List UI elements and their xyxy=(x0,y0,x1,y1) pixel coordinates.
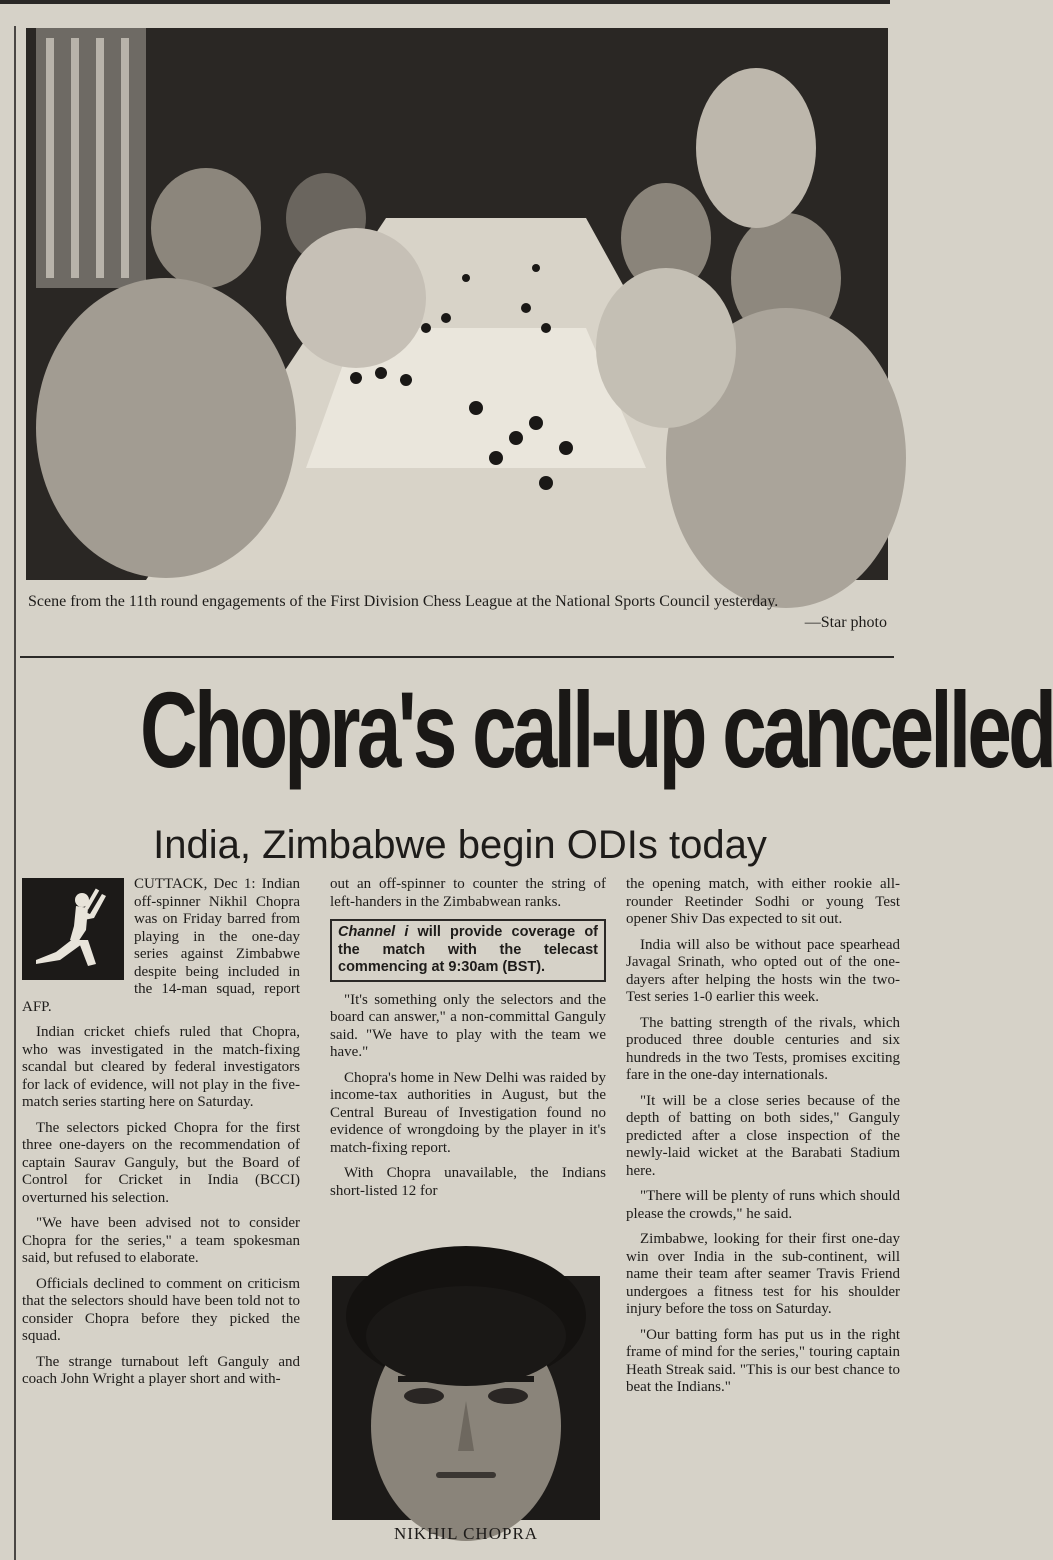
photo-caption: Scene from the 11th round engagements of the First Division Chess League at the National Sports Council yesterday. xyxy=(28,593,779,610)
article-paragraph: the opening match, with either rookie all-rounder Reetinder Sodhi or young Test opener Shiv Das expected to sit out. xyxy=(626,876,900,927)
portrait-caption: NIKHIL CHOPRA xyxy=(393,1524,539,1543)
article-paragraph: The strange turnabout left Ganguly and coach John Wright a player short and with- xyxy=(22,1353,300,1387)
article-paragraph: Zimbabwe, looking for their first one-day win over India in the sub-continent, will name their team after seamer Travis Friend undergoes a fitness test for his shoulder injury before the toss on Saturday. xyxy=(626,1231,900,1317)
photo-credit: —Star photo xyxy=(804,614,887,631)
article-paragraph: With Chopra unavailable, the Indians short-listed 12 for xyxy=(330,1165,606,1199)
article-paragraph: "It's something only the selectors and the board can answer," a non-committal Ganguly said. "We have to play with the team we have." xyxy=(330,991,606,1060)
article-column-3 xyxy=(626,876,900,1405)
chess-league-photo xyxy=(26,28,888,580)
subheadline: India, Zimbabwe begin ODIs today xyxy=(153,823,767,867)
batsman-silhouette xyxy=(30,886,116,972)
portrait-illustration xyxy=(332,1276,600,1520)
article-paragraph: "It will be a close series because of the depth of batting on both sides," Ganguly predicted after a close inspection of the newly-laid wicket at the Barabati Stadium here. xyxy=(626,1092,900,1179)
article-lead: CUTTACK, Dec 1: Indian off-spinner Nikhil Chopra was on Friday barred from playing in the one-day series against Zimbabwe despite being included in the 14-man squad, report AFP. xyxy=(22,876,300,1015)
article-paragraph: The selectors picked Chopra for the first three one-dayers on the recommendation of captain Saurav Ganguly, but the Board of Control for Cricket in India (BCCI) overturned his selection. xyxy=(22,1119,300,1206)
article-column-1 xyxy=(22,876,300,1397)
section-divider xyxy=(20,656,894,658)
article-paragraph: "We have been advised not to consider Chopra for the series," a team spokesman said, but refused to elaborate. xyxy=(22,1215,300,1266)
article-paragraph: Chopra's home in New Delhi was raided by income-tax authorities in August, but the Central Bureau of Investigation found no evidence of wrongdoing by the player in it's match-fixing report. xyxy=(330,1069,606,1156)
column-rule xyxy=(14,26,16,1560)
broadcast-channel: Channel i xyxy=(338,924,409,940)
broadcast-notice-box xyxy=(330,919,606,982)
article-paragraph: "There will be plenty of runs which should please the crowds," he said. xyxy=(626,1188,900,1222)
cricket-batsman-icon xyxy=(22,878,124,980)
article-paragraph: "Our batting form has put us in the right frame of mind for the series," touring captain Heath Streak said. "This is our best chance to beat the Indians." xyxy=(626,1326,900,1395)
article-paragraph: Indian cricket chiefs ruled that Chopra, who was investigated in the match-fixing scandal but cleared by federal investigators for lack of evidence, will not play in the five-match series starting here on Saturday. xyxy=(22,1024,300,1110)
broadcast-notice-text: will provide coverage of the match with the telecast commencing at 9:30am (BST). xyxy=(338,924,599,975)
article-paragraph: The batting strength of the rivals, which produced three double centuries and six hundreds in the two Tests, promises exciting fare in the one-day internationals. xyxy=(626,1014,900,1083)
chess-scene-illustration xyxy=(26,28,888,580)
article-paragraph: India will also be without pace spearhead Javagal Srinath, who opted out of the one-dayers after helping the hosts win the two-Test series 1-0 earlier this week. xyxy=(626,936,900,1005)
article-column-2 xyxy=(330,876,606,1208)
player-portrait-photo xyxy=(332,1276,600,1520)
top-rule xyxy=(0,0,890,4)
article-paragraph: out an off-spinner to counter the string of left-handers in the Zimbabwean ranks. xyxy=(330,876,606,910)
article-paragraph: Officials declined to comment on criticism that the selectors should have been told not to consider Chopra before they picked the squad. xyxy=(22,1275,300,1344)
headline: Chopra's call-up cancelled xyxy=(140,669,1053,790)
